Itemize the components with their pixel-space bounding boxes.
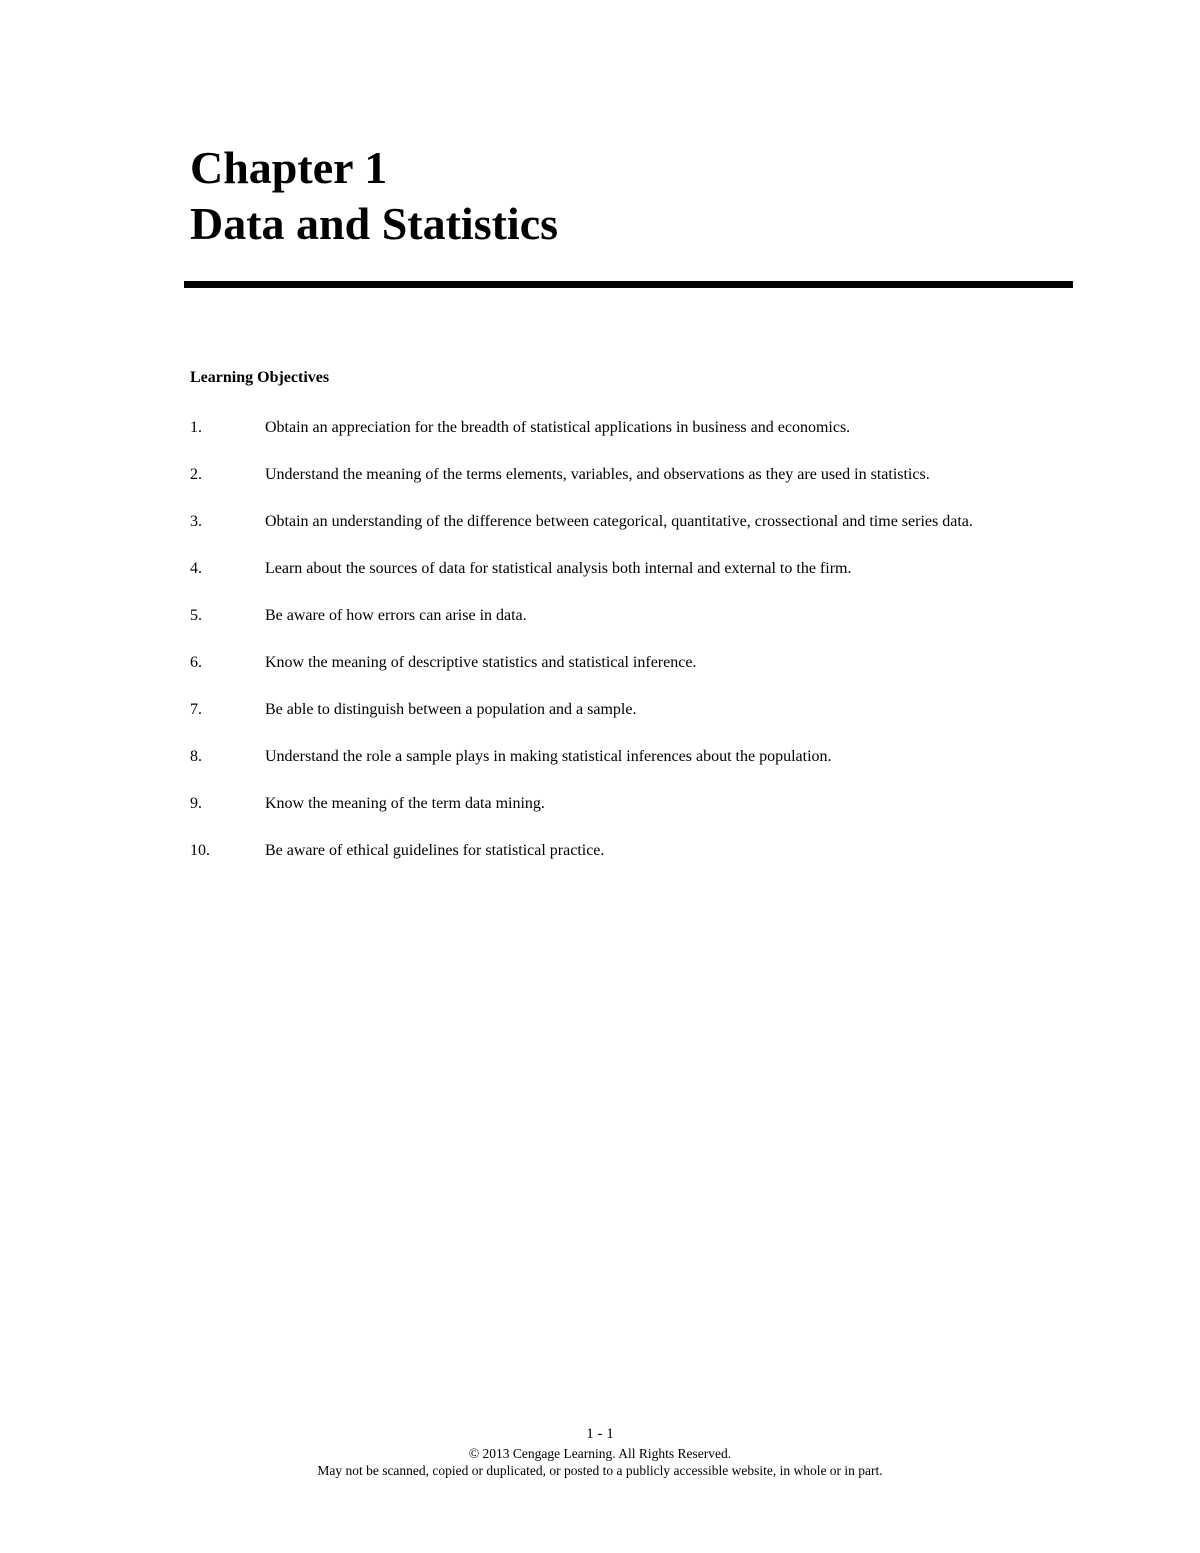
objective-text: Know the meaning of descriptive statistics and statistical inference. (265, 654, 697, 671)
objective-item (190, 510, 1050, 534)
objective-item (190, 651, 1050, 675)
chapter-number: Chapter 1 (190, 142, 388, 193)
objective-text: Obtain an understanding of the difference between categorical, quantitative, crossectional and time series data. (265, 513, 973, 530)
objective-item (190, 604, 1050, 628)
objective-number: 9. (190, 795, 202, 812)
objective-text: Be aware of ethical guidelines for statistical practice. (265, 842, 605, 859)
objective-number: 6. (190, 654, 202, 671)
objective-text: Understand the role a sample plays in making statistical inferences about the population. (265, 748, 832, 765)
objective-number: 4. (190, 560, 202, 577)
objective-text: Obtain an appreciation for the breadth of statistical applications in business and economics. (265, 419, 851, 436)
objective-item (190, 557, 1050, 581)
page-footer (0, 1423, 1200, 1479)
objective-number: 7. (190, 701, 202, 718)
heading-divider (184, 281, 1073, 288)
objective-number: 5. (190, 607, 202, 624)
usage-notice: May not be scanned, copied or duplicated, or posted to a publicly accessible website, in whole or in part. (317, 1463, 883, 1478)
objective-item (190, 698, 1050, 722)
learning-objectives-heading: Learning Objectives (190, 369, 330, 386)
chapter-title: Data and Statistics (190, 198, 559, 249)
objective-item (190, 463, 1050, 487)
objective-number: 3. (190, 513, 202, 530)
learning-objectives-list (190, 416, 1050, 886)
objective-number: 8. (190, 748, 202, 765)
objective-number: 10. (190, 842, 210, 859)
objective-text: Be able to distinguish between a population and a sample. (265, 701, 637, 718)
objective-text: Learn about the sources of data for statistical analysis both internal and external to the firm. (265, 560, 852, 577)
objective-number: 2. (190, 466, 202, 483)
objective-item (190, 792, 1050, 816)
objective-item (190, 839, 1050, 863)
chapter-heading (190, 140, 558, 252)
objective-text: Know the meaning of the term data mining. (265, 795, 545, 812)
page-number: 1 - 1 (586, 1426, 614, 1442)
copyright-notice: © 2013 Cengage Learning. All Rights Reserved. (468, 1446, 732, 1461)
objective-item (190, 416, 1050, 440)
objective-text: Understand the meaning of the terms elements, variables, and observations as they are used in statistics. (265, 466, 930, 483)
objective-item (190, 745, 1050, 769)
objective-text: Be aware of how errors can arise in data. (265, 607, 527, 624)
objective-number: 1. (190, 419, 202, 436)
